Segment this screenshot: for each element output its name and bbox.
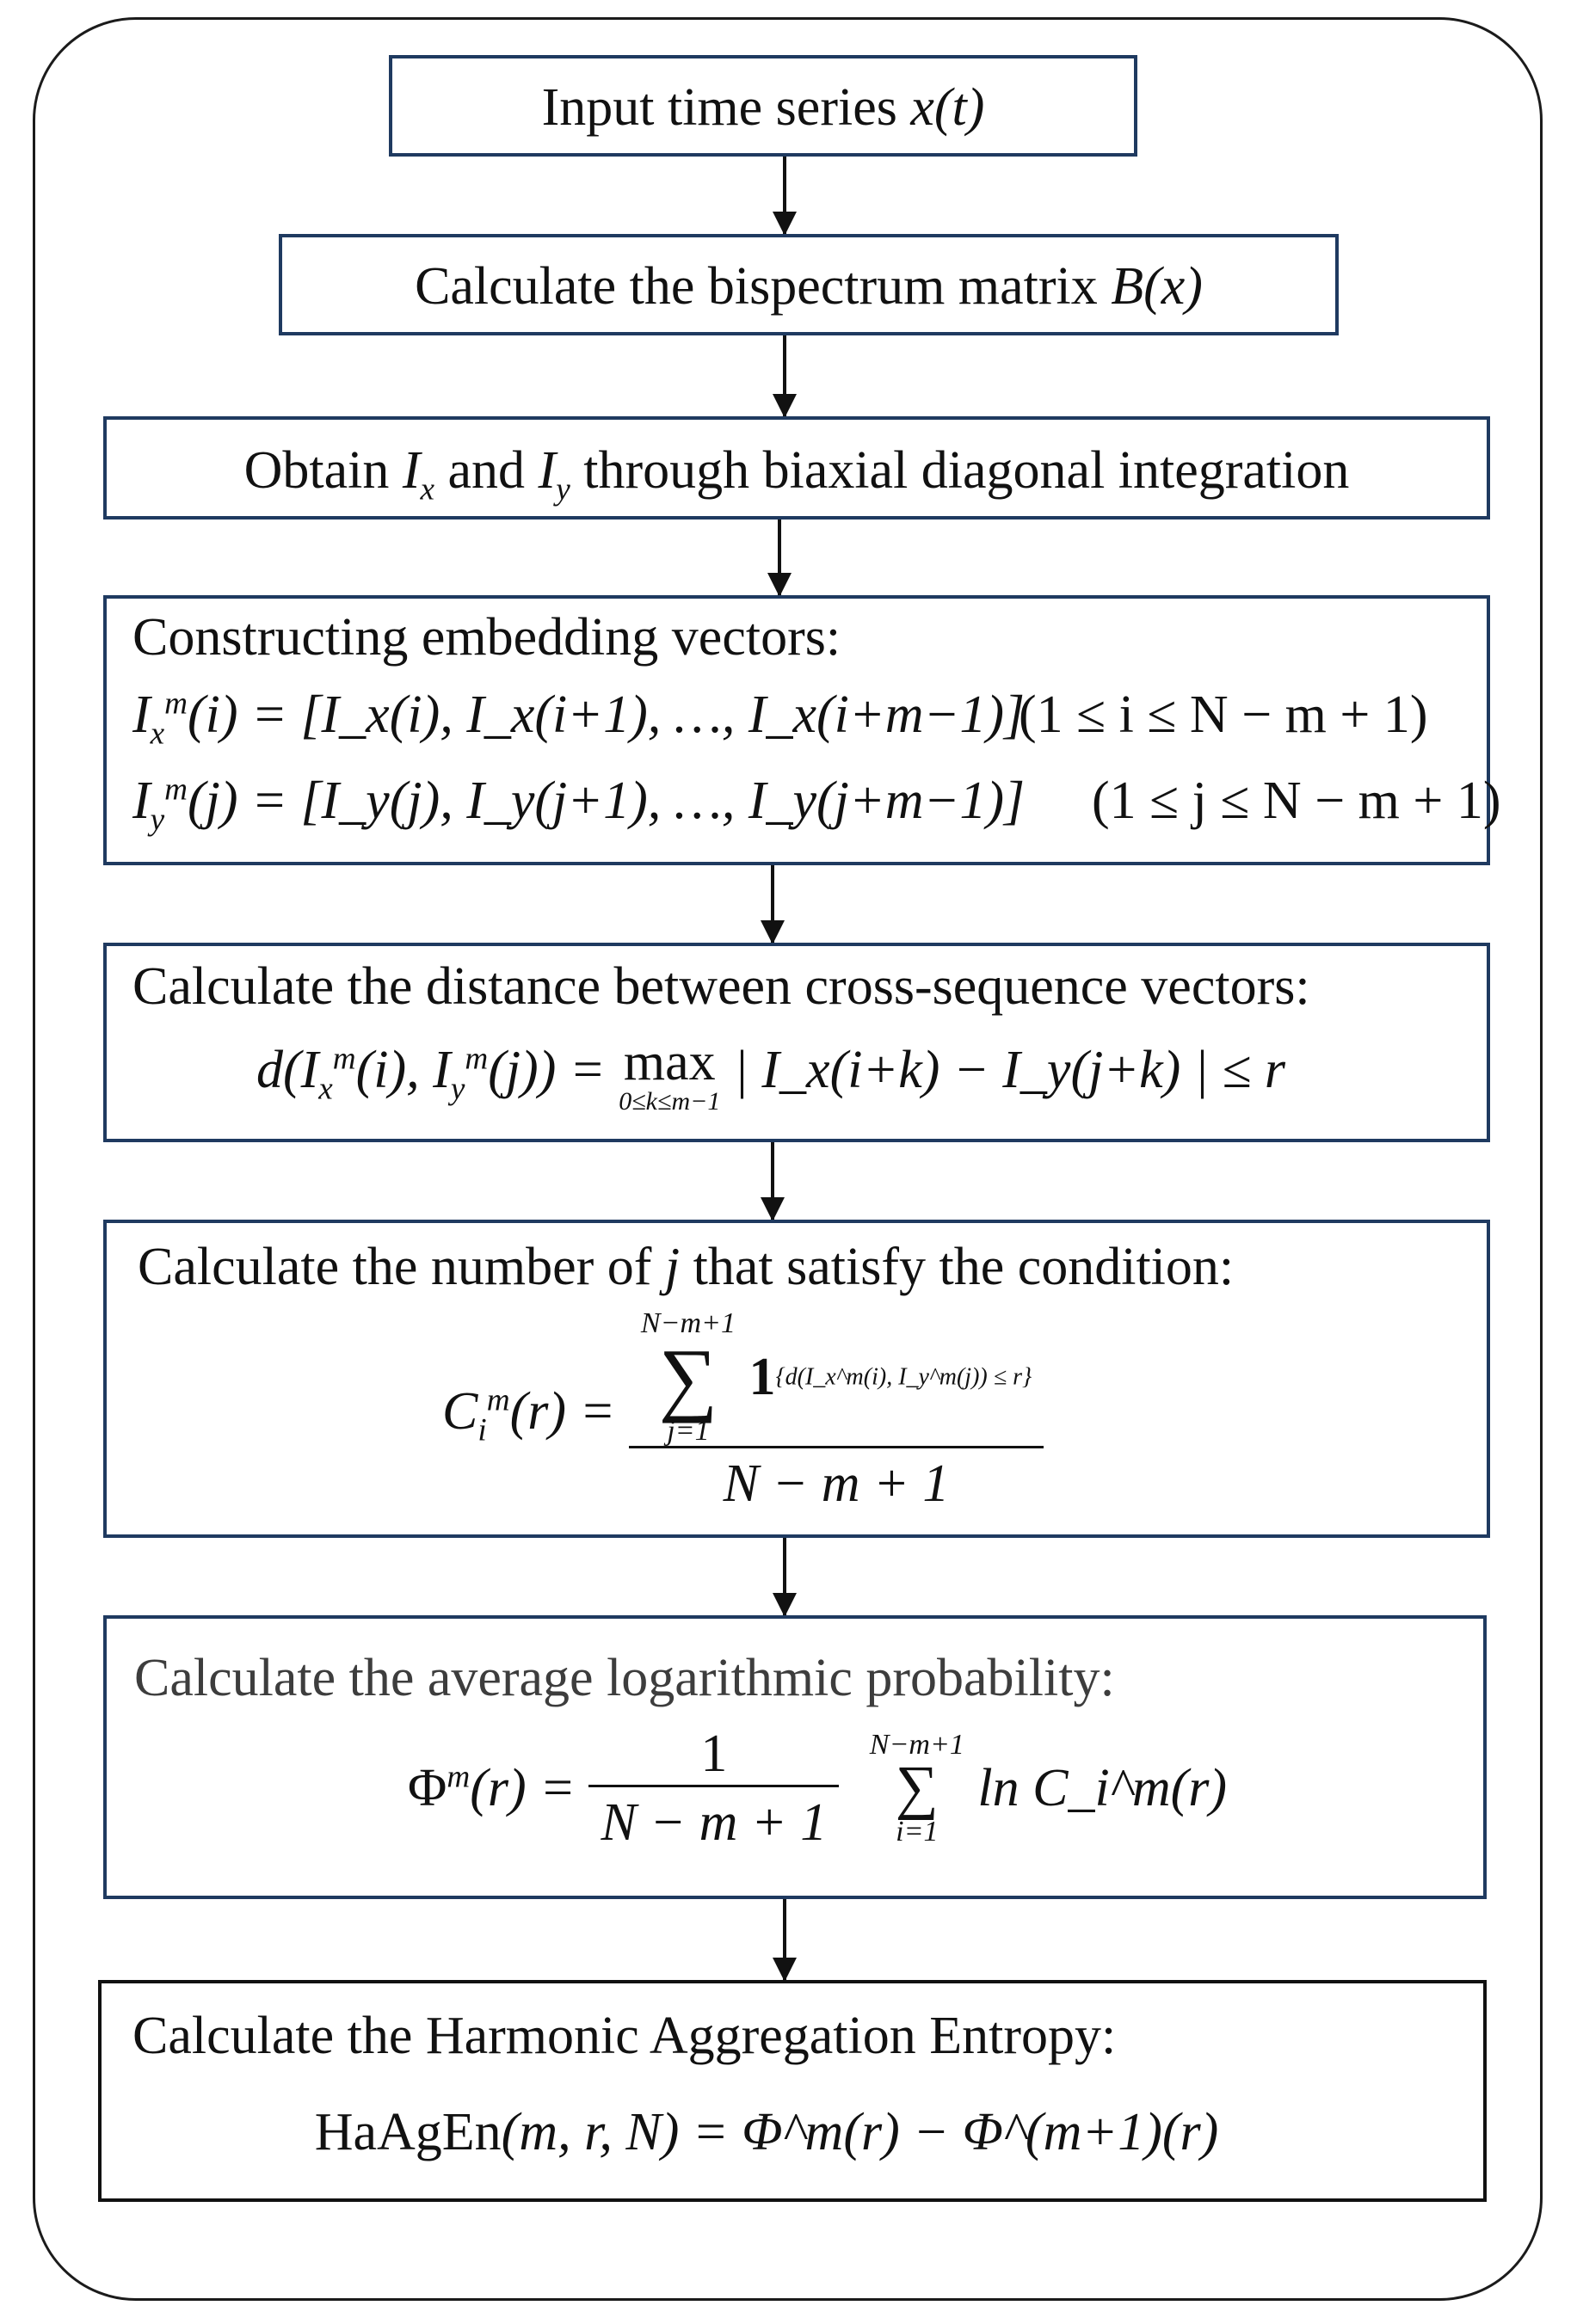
count-sum: N−m+1 ∑ j=1 <box>640 1307 736 1448</box>
arrow-6 <box>783 1538 786 1615</box>
indicator-condition: {d(I_x^m(i), I_y^m(j)) ≤ r} <box>775 1363 1032 1391</box>
entropy-title: Calculate the Harmonic Aggregation Entropy: <box>132 2007 1117 2065</box>
step-diagonal-integration <box>103 416 1490 520</box>
arrow-4 <box>771 865 774 943</box>
count-fraction: N−m+1 ∑ j=1 1{d(I_x^m(i), I_y^m(j)) ≤ r} N − m + 1 <box>629 1309 1044 1515</box>
arrow-5 <box>771 1142 774 1220</box>
arrow-3 <box>778 520 781 595</box>
distance-equation: $d(I_x^m(i)$, $I_y^m(j)) = \max$ 0≤k≤m−1 | I_x(i+k) − I_y(j+k) | ≤ r <box>256 1033 1286 1116</box>
arrow-7 <box>783 1899 786 1980</box>
embedding-title: Constructing embedding vectors: <box>132 608 841 667</box>
step-count-condition <box>103 1220 1490 1538</box>
embedding-cond-x: (1 ≤ i ≤ N − m + 1) <box>1019 686 1428 744</box>
step-distance <box>103 943 1490 1142</box>
count-title: Calculate the number of j that satisfy the condition: <box>138 1238 1235 1296</box>
average-title: Calculate the average logarithmic probability: <box>134 1649 1115 1707</box>
step-harmonic-aggregation-entropy <box>98 1980 1487 2202</box>
embedding-eq-x: $I_x^m(i)$ = [I_x(i), I_x(i+1), …, I_x(i+m−1)] <box>132 686 1026 752</box>
count-formula: $C_i^m(r)$ = N−m+1 ∑ j=1 1{d(I_x^m(i), I_y^m(j)) ≤ r} N − m + 1 <box>442 1309 1044 1515</box>
max-operator: max 0≤k≤m−1 <box>619 1033 721 1116</box>
arrow-1 <box>783 157 786 234</box>
embedding-cond-y: (1 ≤ j ≤ N − m + 1) <box>1092 772 1501 830</box>
step-input-time-series <box>389 55 1137 157</box>
average-fraction: $\frac{1}{N - m + 1}$ <box>588 1724 839 1854</box>
average-sum: N−m+1 ∑ i=1 <box>869 1729 964 1848</box>
distance-title: Calculate the distance between cross-sequence vectors: <box>132 957 1310 1016</box>
step-embedding-vectors <box>103 595 1501 865</box>
step-bispectrum <box>279 234 1339 335</box>
embedding-eq-y: $I_y^m(j)$ = [I_y(j), I_y(j+1), …, I_y(j+m−1)] <box>132 772 1026 838</box>
entropy-formula: HaAgEn(m, r, N) = Φ^m(r) − Φ^(m+1)(r) <box>314 2103 1219 2161</box>
step-input-label: Input time series x(t) <box>541 78 985 137</box>
step-average-log-probability <box>103 1615 1487 1899</box>
step-bispectrum-label: Calculate the bispectrum matrix B(x) <box>415 257 1203 316</box>
average-formula: $\Phi^m(r)$ = $\frac{1}{N - m + 1}$ N−m+1 ∑ i=1 ln C_i^m(r) <box>408 1725 1228 1852</box>
arrow-2 <box>783 335 786 416</box>
step-integration-label: Obtain $I_x$ and $I_y$ through biaxial diagonal integration <box>243 441 1350 507</box>
indicator-symbol: 1 <box>748 1348 776 1407</box>
